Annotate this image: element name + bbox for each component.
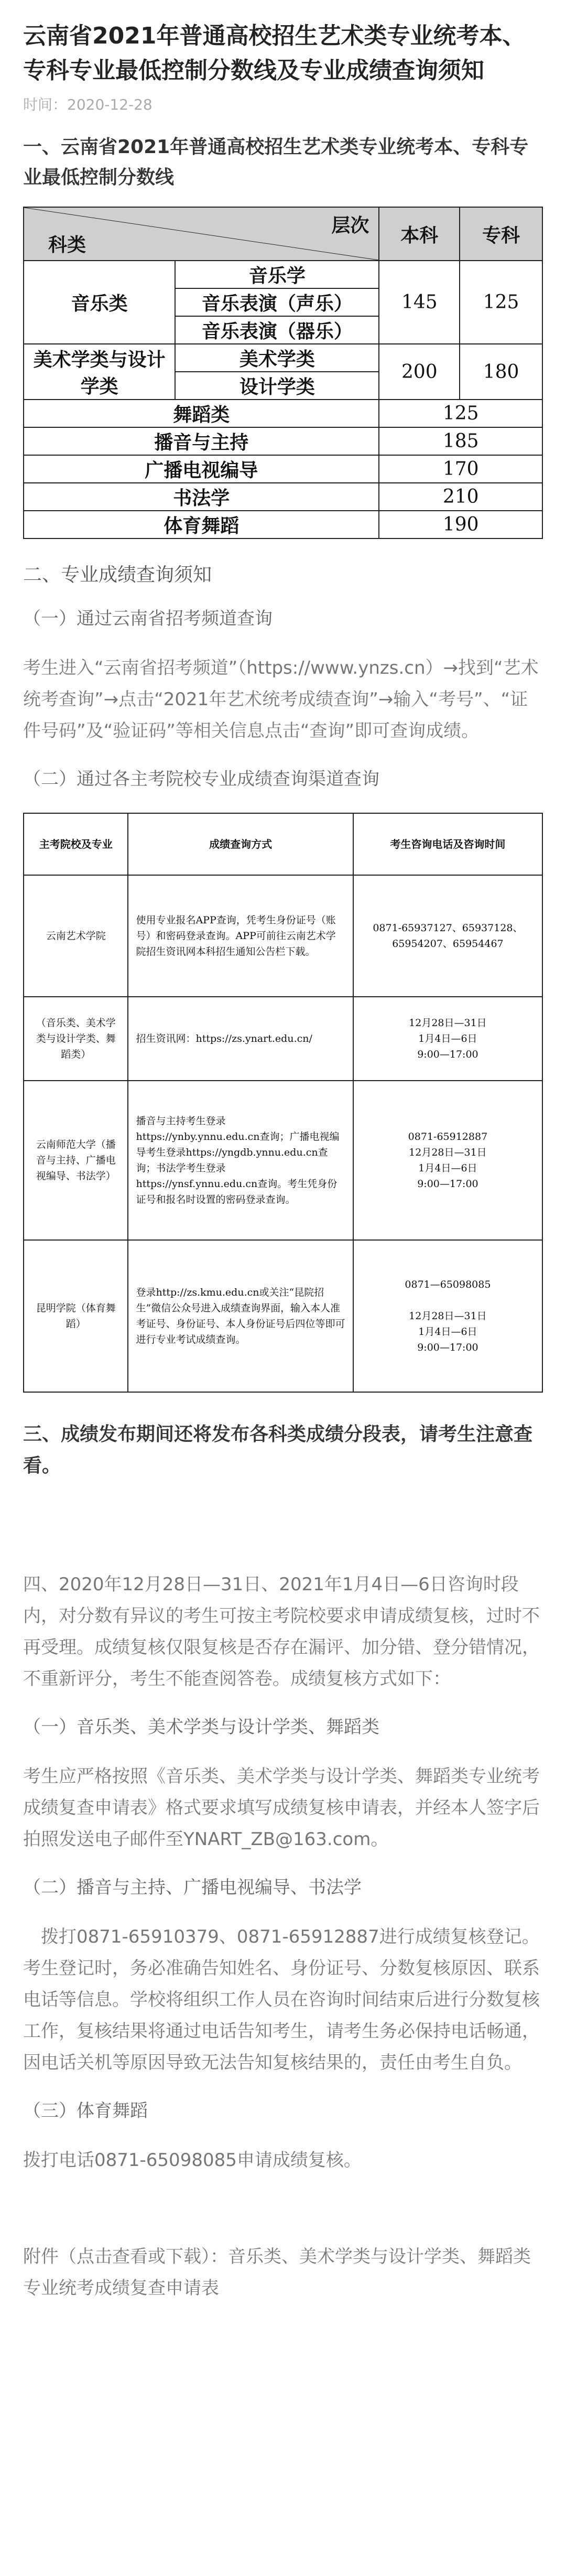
row-school: 云南艺术学院 (24, 875, 128, 997)
art-college: 180 (460, 344, 542, 400)
row-contact: 12月28日—31日 1月4日—6日 9:00—17:00 (353, 997, 542, 1081)
merged-score: 170 (379, 455, 542, 483)
table-row (24, 875, 542, 997)
music-level: 音乐表演（声乐） (175, 288, 379, 316)
publish-time: 2020-12-28 (67, 96, 153, 113)
merged-category: 播音与主持 (24, 427, 379, 455)
table-row (24, 997, 542, 1081)
article-meta (23, 93, 543, 114)
merged-row (24, 455, 542, 483)
music-row (24, 261, 542, 288)
header-college: 专科 (460, 207, 542, 261)
time-label: 时间： (23, 96, 68, 113)
row-school: （音乐类、美术学类与设计学类、舞蹈类） (24, 997, 128, 1081)
merged-score: 190 (379, 511, 542, 538)
query-table (23, 813, 543, 1393)
section2-sub1: （一）通过云南省招考频道查询 (23, 608, 273, 629)
merged-category: 舞蹈类 (24, 400, 379, 427)
art-level: 美术学类 (175, 344, 379, 372)
section2-sub2: （二）通过各主考院校专业成绩查询渠道查询 (23, 769, 379, 790)
row-school: 昆明学院（体育舞蹈） (24, 1240, 128, 1392)
merged-score: 210 (379, 483, 542, 511)
section4-sub3: （三）体育舞蹈 (23, 2100, 148, 2121)
merged-row (24, 427, 542, 455)
art-row (24, 344, 542, 372)
score-table (23, 207, 543, 539)
merged-row (24, 400, 542, 427)
section3-heading: 三、成绩发布期间还将发布各科类成绩分段表，请考生注意查看。 (23, 1424, 533, 1476)
header-contact: 考生咨询电话及咨询时间 (353, 813, 542, 875)
header-bachelor: 本科 (379, 207, 460, 261)
merged-score: 125 (379, 400, 542, 427)
header-diagonal-cell (24, 207, 379, 261)
music-category: 音乐类 (24, 261, 175, 344)
row-contact: 0871-65937127、65937128、65954207、65954467 (353, 875, 542, 997)
art-bachelor: 200 (379, 344, 460, 400)
header-school: 主考院校及专业 (24, 813, 128, 875)
section4-sub2: （二）播音与主持、广播电视编导、书法学 (23, 1877, 362, 1898)
art-level: 设计学类 (175, 372, 379, 400)
header-level: 层次 (331, 214, 369, 236)
section4-p1: 四、2020年12月28日—31日、2021年1月4日—6日咨询时段内，对分数有异议的考生可按主考院校要求申请成绩复核，过时不再受理。成绩复核仅限复核是否存在漏评、加分错、登分错情况，不重新评分，考生不能查阅答卷。成绩复核方式如下： (23, 1574, 540, 1689)
section2-p1: 考生进入“云南省招考频道”（https://www.ynzs.cn）→找到“艺术统考查询”→点击“2021年艺术统考成绩查询”→输入“考号”、“证件号码”及“验证码”等相关信息点击“查询”即可查询成绩。 (23, 658, 539, 741)
section4-sub1: （一）音乐类、美术学类与设计学类、舞蹈类 (23, 1717, 379, 1738)
row-method: 播音与主持考生登录https://ynby.ynnu.edu.cn查询；广播电视编导考生登录https://yngdb.ynnu.edu.cn查询；书法学考生登录https://ynsf.ynnu.edu.cn查询。考生凭身份证号和报名时设置的密码登录查询。 (128, 1081, 353, 1240)
score-table-header (24, 207, 542, 261)
header-category: 科类 (48, 234, 86, 256)
section1-heading: 一、云南省2021年普通高校招生艺术类专业统考本、专科专业最低控制分数线 (23, 136, 529, 188)
merged-category: 体育舞蹈 (24, 511, 379, 538)
query-table-header (24, 813, 542, 875)
merged-category: 书法学 (24, 483, 379, 511)
row-method: 登录http://zs.kmu.edu.cn或关注“昆院招生”微信公众号进入成绩查询界面，输入本人准考证号、身份证号、本人身份证号后四位等即可进行专业考试成绩查询。 (128, 1240, 353, 1392)
row-contact: 0871-65912887 12月28日—31日 1月4日—6日 9:00—17:00 (353, 1081, 542, 1240)
music-level: 音乐表演（器乐） (175, 316, 379, 344)
music-level: 音乐学 (175, 261, 379, 288)
row-method: 招生资讯网：https://zs.ynart.edu.cn/ (128, 997, 353, 1081)
merged-score: 185 (379, 427, 542, 455)
row-contact: 0871—65098085 12月28日—31日 1月4日—6日 9:00—17:00 (353, 1240, 542, 1392)
header-method: 成绩查询方式 (128, 813, 353, 875)
table-row (24, 1240, 542, 1392)
music-bachelor: 145 (379, 261, 460, 344)
section4-p2: 考生应严格按照《音乐类、美术学类与设计学类、舞蹈类专业统考成绩复查申请表》格式要求填写成绩复核申请表，并经本人签字后拍照发送电子邮件至YNART_ZB@163.com。 (23, 1766, 540, 1850)
music-college: 125 (460, 261, 542, 344)
section2-heading: 二、专业成绩查询须知 (23, 564, 212, 586)
art-category: 美术学类与设计学类 (24, 344, 175, 400)
article-title: 云南省2021年普通高校招生艺术类专业统考本、专科专业最低控制分数线及专业成绩查询须知 (23, 23, 526, 84)
row-method: 使用专业报名APP查询，凭考生身份证号（账号）和密码登录查询。APP可前往云南艺术学院招生资讯网本科招生通知公告栏下载。 (128, 875, 353, 997)
row-school: 云南师范大学（播音与主持、广播电视编导、书法学） (24, 1081, 128, 1240)
merged-row (24, 511, 542, 538)
merged-row (24, 483, 542, 511)
table-row (24, 1081, 542, 1240)
section4-p4: 拨打电话0871-65098085申请成绩复核。 (23, 2150, 362, 2171)
attachment-link[interactable]: 附件（点击查看或下载）：音乐类、美术学类与设计学类、舞蹈类专业统考成绩复查申请表 (23, 2246, 531, 2299)
merged-category: 广播电视编导 (24, 455, 379, 483)
section4-p3: 拨打0871-65910379、0871-65912887进行成绩复核登记。考生登记时，务必准确告知姓名、身份证号、分数复核原因、联系电话等信息。学校将组织工作人员在咨询时间结束后进行分数复核工作，复核结果将通过电话告知考生，请考生务必保持电话畅通，因电话关机等原因导致无法告知复核结果的，责任由考生自负。 (23, 1926, 540, 2073)
